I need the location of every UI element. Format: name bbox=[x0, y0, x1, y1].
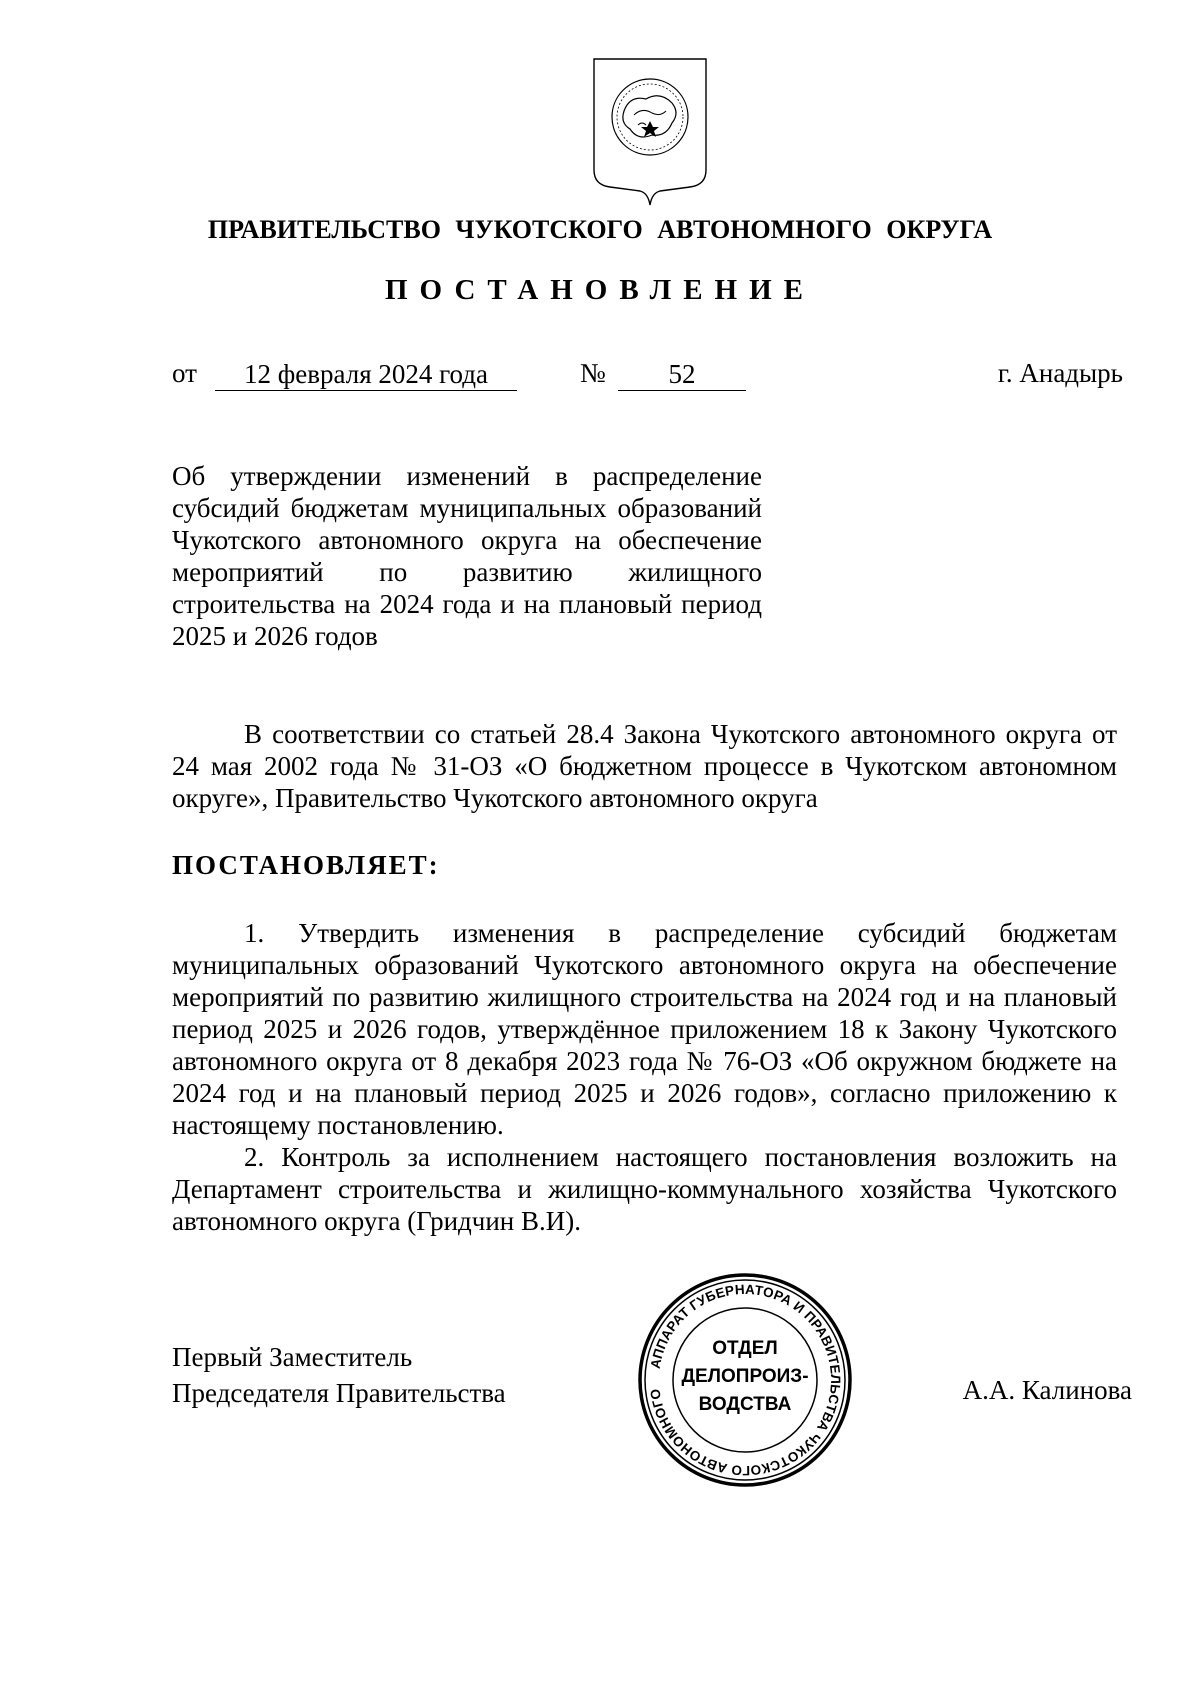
preamble-paragraph: В соответствии со статьей 28.4 Закона Чукотского автономного округа от 24 мая 2002 года № 31-ОЗ «О бюджетном процессе в Чукотском автономном округе», Правительство Чукотского автономного округа bbox=[172, 719, 1117, 813]
stamp-center-line3: ВОДСТВА bbox=[698, 1394, 792, 1415]
organization-title: ПРАВИТЕЛЬСТВО ЧУКОТСКОГО АВТОНОМНОГО ОКРУГА bbox=[207, 215, 993, 244]
number-prefix: № bbox=[580, 358, 606, 388]
resolution-item-2: 2. Контроль за исполнением настоящего постановления возложить на Департамент строительства и жилищно-коммунального хозяйства Чукотского автономного округа (Гридчин В.И). bbox=[172, 1142, 1117, 1236]
resolution-item-1: 1. Утвердить изменения в распределение субсидий бюджетам муниципальных образований Чукотского автономного округа на обеспечение мероприятий по развитию жилищного строительства на 2024 год и на плановый период 2025 и 2026 годов, утверждённое приложением 18 к Закону Чукотского автономного округа от 8 декабря 2023 года № 76-ОЗ «Об окружном бюджете на 2024 год и на плановый период 2025 и 2026 годов», согласно приложению к настоящему постановлению. bbox=[172, 918, 1117, 1140]
stamp-center-line1: ОТДЕЛ bbox=[712, 1338, 778, 1359]
document-number: 52 bbox=[618, 358, 746, 391]
document-date: 12 февраля 2024 года bbox=[215, 358, 517, 391]
document-subject: Об утверждении изменений в распределение субсидий бюджетам муниципальных образований Чукотского автономного округа на обеспечение мероприятий по развитию жилищного строительства на 2024 года и на плановый период 2025 и 2026 годов bbox=[172, 461, 762, 651]
signatory-title-line2: Председателя Правительства bbox=[172, 1378, 506, 1408]
document-type-title: ПОСТАНОВЛЕНИЕ bbox=[384, 274, 815, 306]
document-city: г. Анадырь bbox=[997, 358, 1123, 388]
signatory-title-line1: Первый Заместитель bbox=[172, 1342, 413, 1372]
date-prefix: от bbox=[172, 358, 197, 388]
stamp-ring-text: АППАРАТ ГУБЕРНАТОРА И ПРАВИТЕЛЬСТВА ЧУКОТСКОГО АВТОНОМНОГО bbox=[647, 1281, 844, 1479]
signatory-title bbox=[172, 1339, 506, 1411]
coat-of-arms-icon bbox=[590, 55, 710, 210]
official-seal-stamp bbox=[635, 1270, 855, 1490]
signatory-name: А.А. Калинова bbox=[962, 1375, 1132, 1405]
resolution-items bbox=[172, 917, 1117, 1237]
resolves-heading: ПОСТАНОВЛЯЕТ: bbox=[172, 850, 440, 880]
stamp-center-line2: ДЕЛОПРОИЗ- bbox=[681, 1366, 809, 1387]
